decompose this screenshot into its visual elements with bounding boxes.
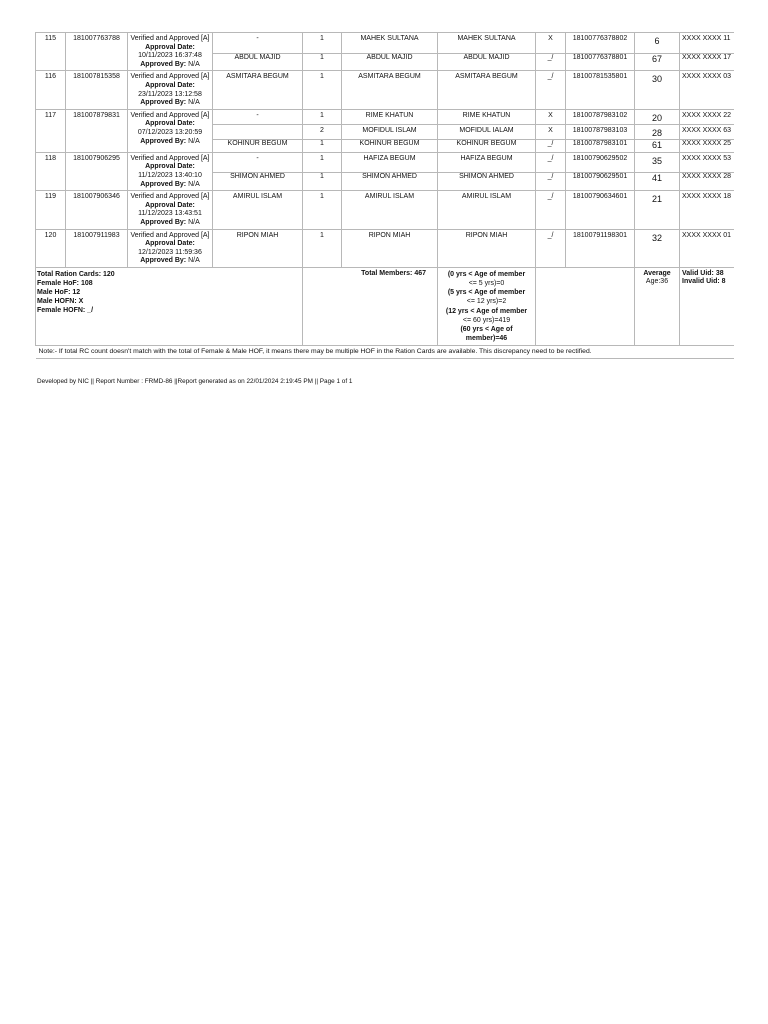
report-body bbox=[36, 33, 734, 359]
table-row bbox=[36, 71, 734, 109]
member-number: 1 bbox=[303, 191, 342, 229]
ration-card-report-table bbox=[35, 32, 734, 359]
member-name-local: RIME KHATUN bbox=[438, 109, 536, 124]
member-id: 18100781535801 bbox=[566, 71, 635, 109]
masked-uid: XXXX XXXX 22 bbox=[680, 109, 734, 124]
approval-status-cell bbox=[128, 33, 213, 71]
approved-by-value: N/A bbox=[188, 137, 200, 145]
member-number: 1 bbox=[303, 71, 342, 109]
total-members-cell bbox=[303, 267, 438, 345]
serial-number: 118 bbox=[36, 152, 66, 190]
summary-counts bbox=[36, 267, 303, 345]
hof-flag: X bbox=[536, 124, 566, 139]
hof-flag: _/ bbox=[536, 173, 566, 191]
hof-name: KOHINUR BEGUM bbox=[213, 139, 303, 152]
hof-flag: _/ bbox=[536, 152, 566, 173]
hof-name: RIPON MIAH bbox=[213, 229, 303, 267]
discrepancy-note: Note:- If total RC count doesn't match with the total of Female & Male HOF, it means there may be multiple HOF in the Ration Cards are available. This discrepancy need to be rectified. bbox=[36, 345, 734, 359]
approval-status-cell bbox=[128, 191, 213, 229]
member-id: 18100787983103 bbox=[566, 124, 635, 139]
age-bucket-line: <= 5 yrs)=0 bbox=[468, 280, 505, 288]
table-row bbox=[36, 229, 734, 267]
summary-total-ration-cards: Total Ration Cards: 120 bbox=[37, 270, 115, 278]
table-row bbox=[36, 109, 734, 124]
member-name-local: ABDUL MAJID bbox=[438, 53, 536, 71]
approved-by-value: N/A bbox=[188, 218, 200, 226]
approval-date: 12/12/2023 11:59:36 bbox=[138, 248, 202, 256]
approved-by bbox=[129, 181, 211, 190]
approval-date-label: Approval Date: bbox=[145, 163, 195, 171]
member-name-local: AMIRUL ISLAM bbox=[438, 191, 536, 229]
invalid-uid: Invalid Uid: 8 bbox=[682, 278, 726, 286]
hof-name: SHIMON AHMED bbox=[213, 173, 303, 191]
hof-name: ASMITARA BEGUM bbox=[213, 71, 303, 109]
masked-uid: XXXX XXXX 63 bbox=[680, 124, 734, 139]
member-name-local: SHIMON AHMED bbox=[438, 173, 536, 191]
summary-female-hofn: Female HOFN: _/ bbox=[37, 306, 94, 314]
masked-uid: XXXX XXXX 28 bbox=[680, 173, 734, 191]
member-number: 1 bbox=[303, 33, 342, 54]
approved-by bbox=[129, 99, 211, 108]
member-name: MOFIDUL ISLAM bbox=[342, 124, 438, 139]
member-age: 32 bbox=[635, 229, 680, 267]
masked-uid: XXXX XXXX 18 bbox=[680, 191, 734, 229]
member-name: AMIRUL ISLAM bbox=[342, 191, 438, 229]
member-id: 18100790629502 bbox=[566, 152, 635, 173]
age-bucket-line: <= 60 yrs)=419 bbox=[462, 316, 511, 324]
summary-female-hof: Female HoF: 108 bbox=[37, 279, 93, 287]
approved-by-label: Approved By: bbox=[140, 218, 187, 226]
average-age-cell bbox=[635, 267, 680, 345]
member-id: 18100776378801 bbox=[566, 53, 635, 71]
member-id: 18100790629501 bbox=[566, 173, 635, 191]
masked-uid: XXXX XXXX 25 bbox=[680, 139, 734, 152]
member-name-local: MAHEK SULTANA bbox=[438, 33, 536, 54]
approved-by-label: Approved By: bbox=[140, 99, 187, 107]
approved-by bbox=[129, 257, 211, 266]
approval-status-cell bbox=[128, 109, 213, 152]
approval-date: 23/11/2023 13:12:58 bbox=[138, 90, 202, 98]
member-name: RIPON MIAH bbox=[342, 229, 438, 267]
member-number: 1 bbox=[303, 229, 342, 267]
age-bucket-line: (5 yrs < Age of member bbox=[447, 289, 526, 297]
approval-date: 11/12/2023 13:40:10 bbox=[138, 171, 202, 179]
approval-date-label: Approval Date: bbox=[145, 240, 195, 248]
table-row bbox=[36, 152, 734, 173]
age-distribution bbox=[438, 267, 536, 345]
age-bucket-line: (0 yrs < Age of member bbox=[447, 270, 526, 278]
member-number: 1 bbox=[303, 152, 342, 173]
report-footer: Developed by NIC || Report Number : FRMD-86 ||Report generated as on 22/01/2024 2:19:45 PM || Page 1 of 1 bbox=[37, 378, 353, 385]
approval-date-label: Approval Date: bbox=[145, 120, 195, 128]
member-name: ASMITARA BEGUM bbox=[342, 71, 438, 109]
member-number: 1 bbox=[303, 109, 342, 124]
member-age: 67 bbox=[635, 53, 680, 71]
member-name-local: HAFIZA BEGUM bbox=[438, 152, 536, 173]
total-members: Total Members: 467 bbox=[361, 269, 426, 277]
serial-number: 116 bbox=[36, 71, 66, 109]
age-bucket-line: <= 12 yrs)=2 bbox=[466, 298, 507, 306]
masked-uid: XXXX XXXX 03 bbox=[680, 71, 734, 109]
approval-date-label: Approval Date: bbox=[145, 201, 195, 209]
age-bucket-line: (12 yrs < Age of member bbox=[445, 307, 528, 315]
summary-male-hof: Male HoF: 12 bbox=[37, 288, 81, 296]
member-age: 20 bbox=[635, 109, 680, 124]
approved-by bbox=[129, 138, 211, 147]
member-name: MAHEK SULTANA bbox=[342, 33, 438, 54]
valid-uid: Valid Uid: 38 bbox=[682, 269, 724, 277]
member-name-local: MOFIDUL IALAM bbox=[438, 124, 536, 139]
status-text: Verified and Approved [A] bbox=[130, 231, 210, 239]
age-bucket-line: (60 yrs < Age of bbox=[460, 326, 513, 334]
approved-by-value: N/A bbox=[188, 180, 200, 188]
member-number: 1 bbox=[303, 139, 342, 152]
hof-name: - bbox=[213, 33, 303, 54]
approval-status-cell bbox=[128, 71, 213, 109]
member-name: RIME KHATUN bbox=[342, 109, 438, 124]
serial-number: 117 bbox=[36, 109, 66, 152]
ration-card-number: 181007906346 bbox=[66, 191, 128, 229]
hof-name: ABDUL MAJID bbox=[213, 53, 303, 71]
ration-card-number: 181007911983 bbox=[66, 229, 128, 267]
hof-flag: _/ bbox=[536, 191, 566, 229]
hof-name bbox=[213, 124, 303, 139]
status-text: Verified and Approved [A] bbox=[130, 111, 210, 119]
approval-date: 10/11/2023 16:37:48 bbox=[138, 52, 202, 60]
masked-uid: XXXX XXXX 53 bbox=[680, 152, 734, 173]
member-number: 2 bbox=[303, 124, 342, 139]
member-name-local: ASMITARA BEGUM bbox=[438, 71, 536, 109]
age-bucket-line: member)=46 bbox=[465, 335, 508, 343]
average-label: Average bbox=[643, 269, 671, 277]
member-id: 18100787983102 bbox=[566, 109, 635, 124]
member-name-local: RIPON MIAH bbox=[438, 229, 536, 267]
member-id: 18100776378802 bbox=[566, 33, 635, 54]
status-text: Verified and Approved [A] bbox=[130, 193, 210, 201]
approved-by-label: Approved By: bbox=[140, 137, 187, 145]
serial-number: 115 bbox=[36, 33, 66, 71]
summary-row bbox=[36, 267, 734, 345]
member-number: 1 bbox=[303, 53, 342, 71]
hof-flag: X bbox=[536, 33, 566, 54]
ration-card-number: 181007906295 bbox=[66, 152, 128, 190]
blank-cell bbox=[536, 267, 635, 345]
hof-flag: _/ bbox=[536, 71, 566, 109]
member-age: 41 bbox=[635, 173, 680, 191]
approval-date-label: Approval Date: bbox=[145, 81, 195, 89]
member-age: 30 bbox=[635, 71, 680, 109]
approval-date: 11/12/2023 13:43:51 bbox=[138, 210, 202, 218]
approved-by-value: N/A bbox=[188, 257, 200, 265]
approval-status-cell bbox=[128, 229, 213, 267]
approval-date: 07/12/2023 13:20:59 bbox=[137, 128, 203, 136]
member-id: 18100790634601 bbox=[566, 191, 635, 229]
average-age: Age:36 bbox=[645, 278, 669, 286]
serial-number: 120 bbox=[36, 229, 66, 267]
member-number: 1 bbox=[303, 173, 342, 191]
member-name: KOHINUR BEGUM bbox=[342, 139, 438, 152]
ration-card-number: 181007879831 bbox=[66, 109, 128, 152]
hof-name: AMIRUL ISLAM bbox=[213, 191, 303, 229]
approved-by-label: Approved By: bbox=[140, 60, 187, 68]
approved-by-value: N/A bbox=[188, 99, 200, 107]
approved-by-label: Approved By: bbox=[140, 257, 187, 265]
hof-name: - bbox=[213, 152, 303, 173]
ration-card-number: 181007815358 bbox=[66, 71, 128, 109]
approval-status-cell bbox=[128, 152, 213, 190]
hof-name: - bbox=[213, 109, 303, 124]
member-name: HAFIZA BEGUM bbox=[342, 152, 438, 173]
table-row bbox=[36, 33, 734, 54]
member-id: 18100791198301 bbox=[566, 229, 635, 267]
member-name: ABDUL MAJID bbox=[342, 53, 438, 71]
member-id: 18100787983101 bbox=[566, 139, 635, 152]
note-row bbox=[36, 345, 734, 359]
approved-by-value: N/A bbox=[188, 60, 200, 68]
hof-flag: _/ bbox=[536, 139, 566, 152]
status-text: Verified and Approved [A] bbox=[130, 154, 210, 162]
member-name-local: KOHINUR BEGUM bbox=[438, 139, 536, 152]
masked-uid: XXXX XXXX 17 bbox=[680, 53, 734, 71]
member-age: 21 bbox=[635, 191, 680, 229]
masked-uid: XXXX XXXX 11 bbox=[680, 33, 734, 54]
hof-flag: _/ bbox=[536, 53, 566, 71]
table-row bbox=[36, 191, 734, 229]
member-age: 6 bbox=[635, 33, 680, 54]
status-text: Verified and Approved [A] bbox=[130, 73, 210, 81]
status-text: Verified and Approved [A] bbox=[130, 35, 210, 42]
ration-card-number: 181007763788 bbox=[66, 33, 128, 71]
hof-flag: _/ bbox=[536, 229, 566, 267]
approved-by bbox=[129, 61, 211, 70]
approved-by-label: Approved By: bbox=[140, 180, 187, 188]
summary-male-hofn: Male HOFN: X bbox=[37, 297, 84, 305]
approved-by bbox=[129, 219, 211, 228]
masked-uid: XXXX XXXX 01 bbox=[680, 229, 734, 267]
member-age: 35 bbox=[635, 152, 680, 173]
member-name: SHIMON AHMED bbox=[342, 173, 438, 191]
member-age: 61 bbox=[635, 139, 680, 152]
serial-number: 119 bbox=[36, 191, 66, 229]
uid-stats-cell bbox=[680, 267, 734, 345]
approval-date-label: Approval Date: bbox=[145, 43, 195, 51]
hof-flag: X bbox=[536, 109, 566, 124]
member-age: 28 bbox=[635, 124, 680, 139]
